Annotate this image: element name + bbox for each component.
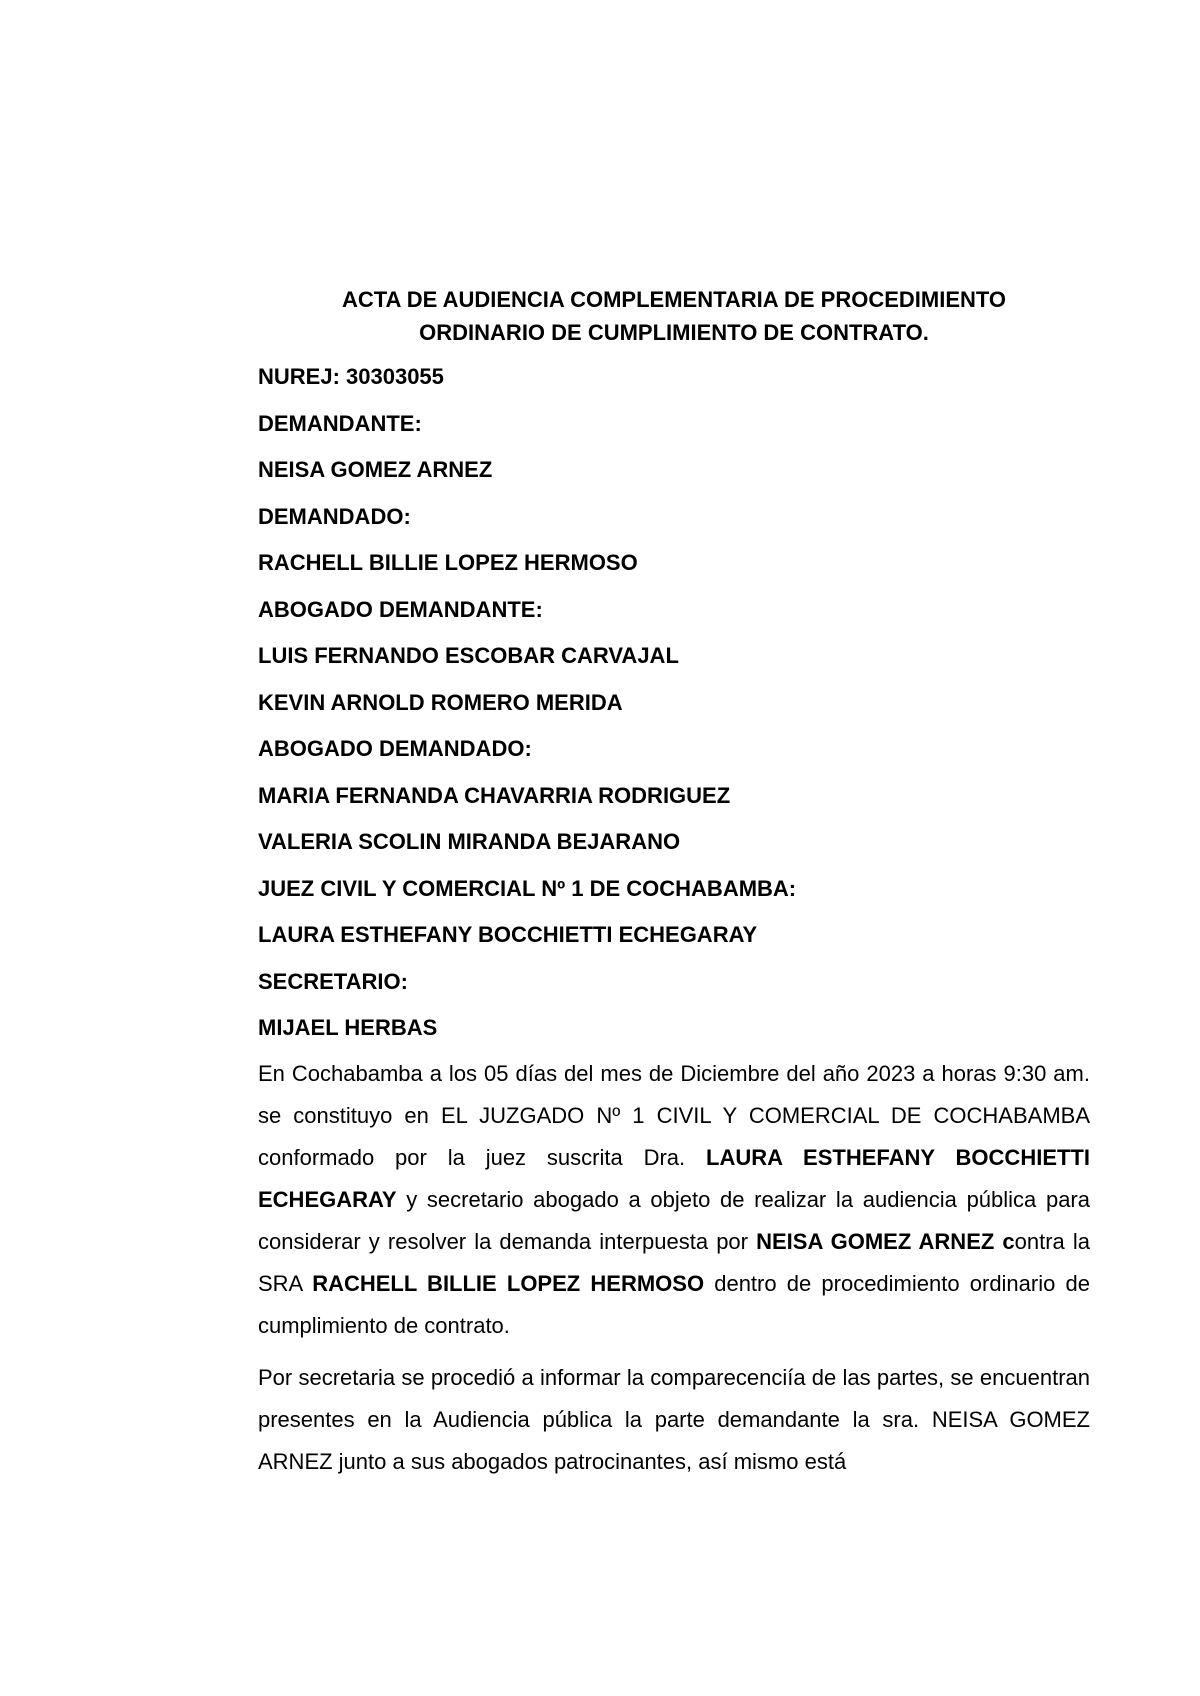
paragraph-opening-text-3: ontra la SRA <box>258 1228 1090 1296</box>
paragraph-attendance: Por secretaria se procedió a informar la comparecenciía de las partes, se encuentran presentes en la Audiencia pública la parte demandante la sra. NEISA GOMEZ ARNEZ junto a sus abogados patrocinantes, así mismo está <box>258 1364 1090 1474</box>
paragraph-opening-text-4: dentro de procedimiento ordinario de cumplimiento de contrato. <box>258 1270 1090 1338</box>
document-body <box>258 283 1090 1483</box>
plaintiff-name: NEISA GOMEZ ARNEZ <box>258 457 493 482</box>
plaintiff-lawyer-name-1: LUIS FERNANDO ESCOBAR CARVAJAL <box>258 643 679 668</box>
plaintiff-lawyer-label: ABOGADO DEMANDANTE: <box>258 596 543 622</box>
secretary-label: SECRETARIO: <box>258 968 408 994</box>
paragraph-opening-text-1: En Cochabamba a los 05 días del mes de Diciembre del año 2023 a horas 9:30 am. se constituyo en EL JUZGADO Nº 1 CIVIL Y COMERCIAL DE COCHABAMBA conformado por la juez suscrita Dra. <box>258 1060 1090 1170</box>
defendant-label: DEMANDADO: <box>258 503 411 529</box>
paragraph-opening-defendant-name: RACHELL BILLIE LOPEZ HERMOSO <box>312 1270 705 1296</box>
paragraph-opening-judge-name: LAURA ESTHEFANY BOCCHIETTI ECHEGARAY <box>258 1144 1090 1212</box>
defendant-name: RACHELL BILLIE LOPEZ HERMOSO <box>258 550 638 575</box>
defendant-lawyer-name-2: VALERIA SCOLIN MIRANDA BEJARANO <box>258 829 681 854</box>
paragraph-opening <box>258 1053 1090 1347</box>
plaintiff-label: DEMANDANTE: <box>258 410 422 436</box>
defendant-lawyer-name-1: MARIA FERNANDA CHAVARRIA RODRIGUEZ <box>258 782 731 808</box>
plaintiff-lawyer-name-2: KEVIN ARNOLD ROMERO MERIDA <box>258 689 623 715</box>
document-title-line-1: ACTA DE AUDIENCIA COMPLEMENTARIA DE PROCEDIMIENTO <box>341 287 1007 312</box>
judge-label: JUEZ CIVIL Y COMERCIAL Nº 1 DE COCHABAMBA: <box>258 875 797 901</box>
document-title <box>258 283 1090 349</box>
document-title-line-2: ORDINARIO DE CUMPLIMIENTO DE CONTRATO. <box>419 320 929 345</box>
paragraph-opening-text-2: y secretario abogado a objeto de realizar la audiencia pública para considerar y resolver la demanda interpuesta por <box>258 1186 1090 1254</box>
secretary-name: MIJAEL HERBAS <box>258 1015 438 1040</box>
nurej-field: NUREJ: 30303055 <box>258 364 444 389</box>
judge-name: LAURA ESTHEFANY BOCCHIETTI ECHEGARAY <box>258 922 758 947</box>
paragraph-opening-plaintiff-name: NEISA GOMEZ ARNEZ c <box>756 1228 1015 1254</box>
defendant-lawyer-label: ABOGADO DEMANDADO: <box>258 736 532 761</box>
